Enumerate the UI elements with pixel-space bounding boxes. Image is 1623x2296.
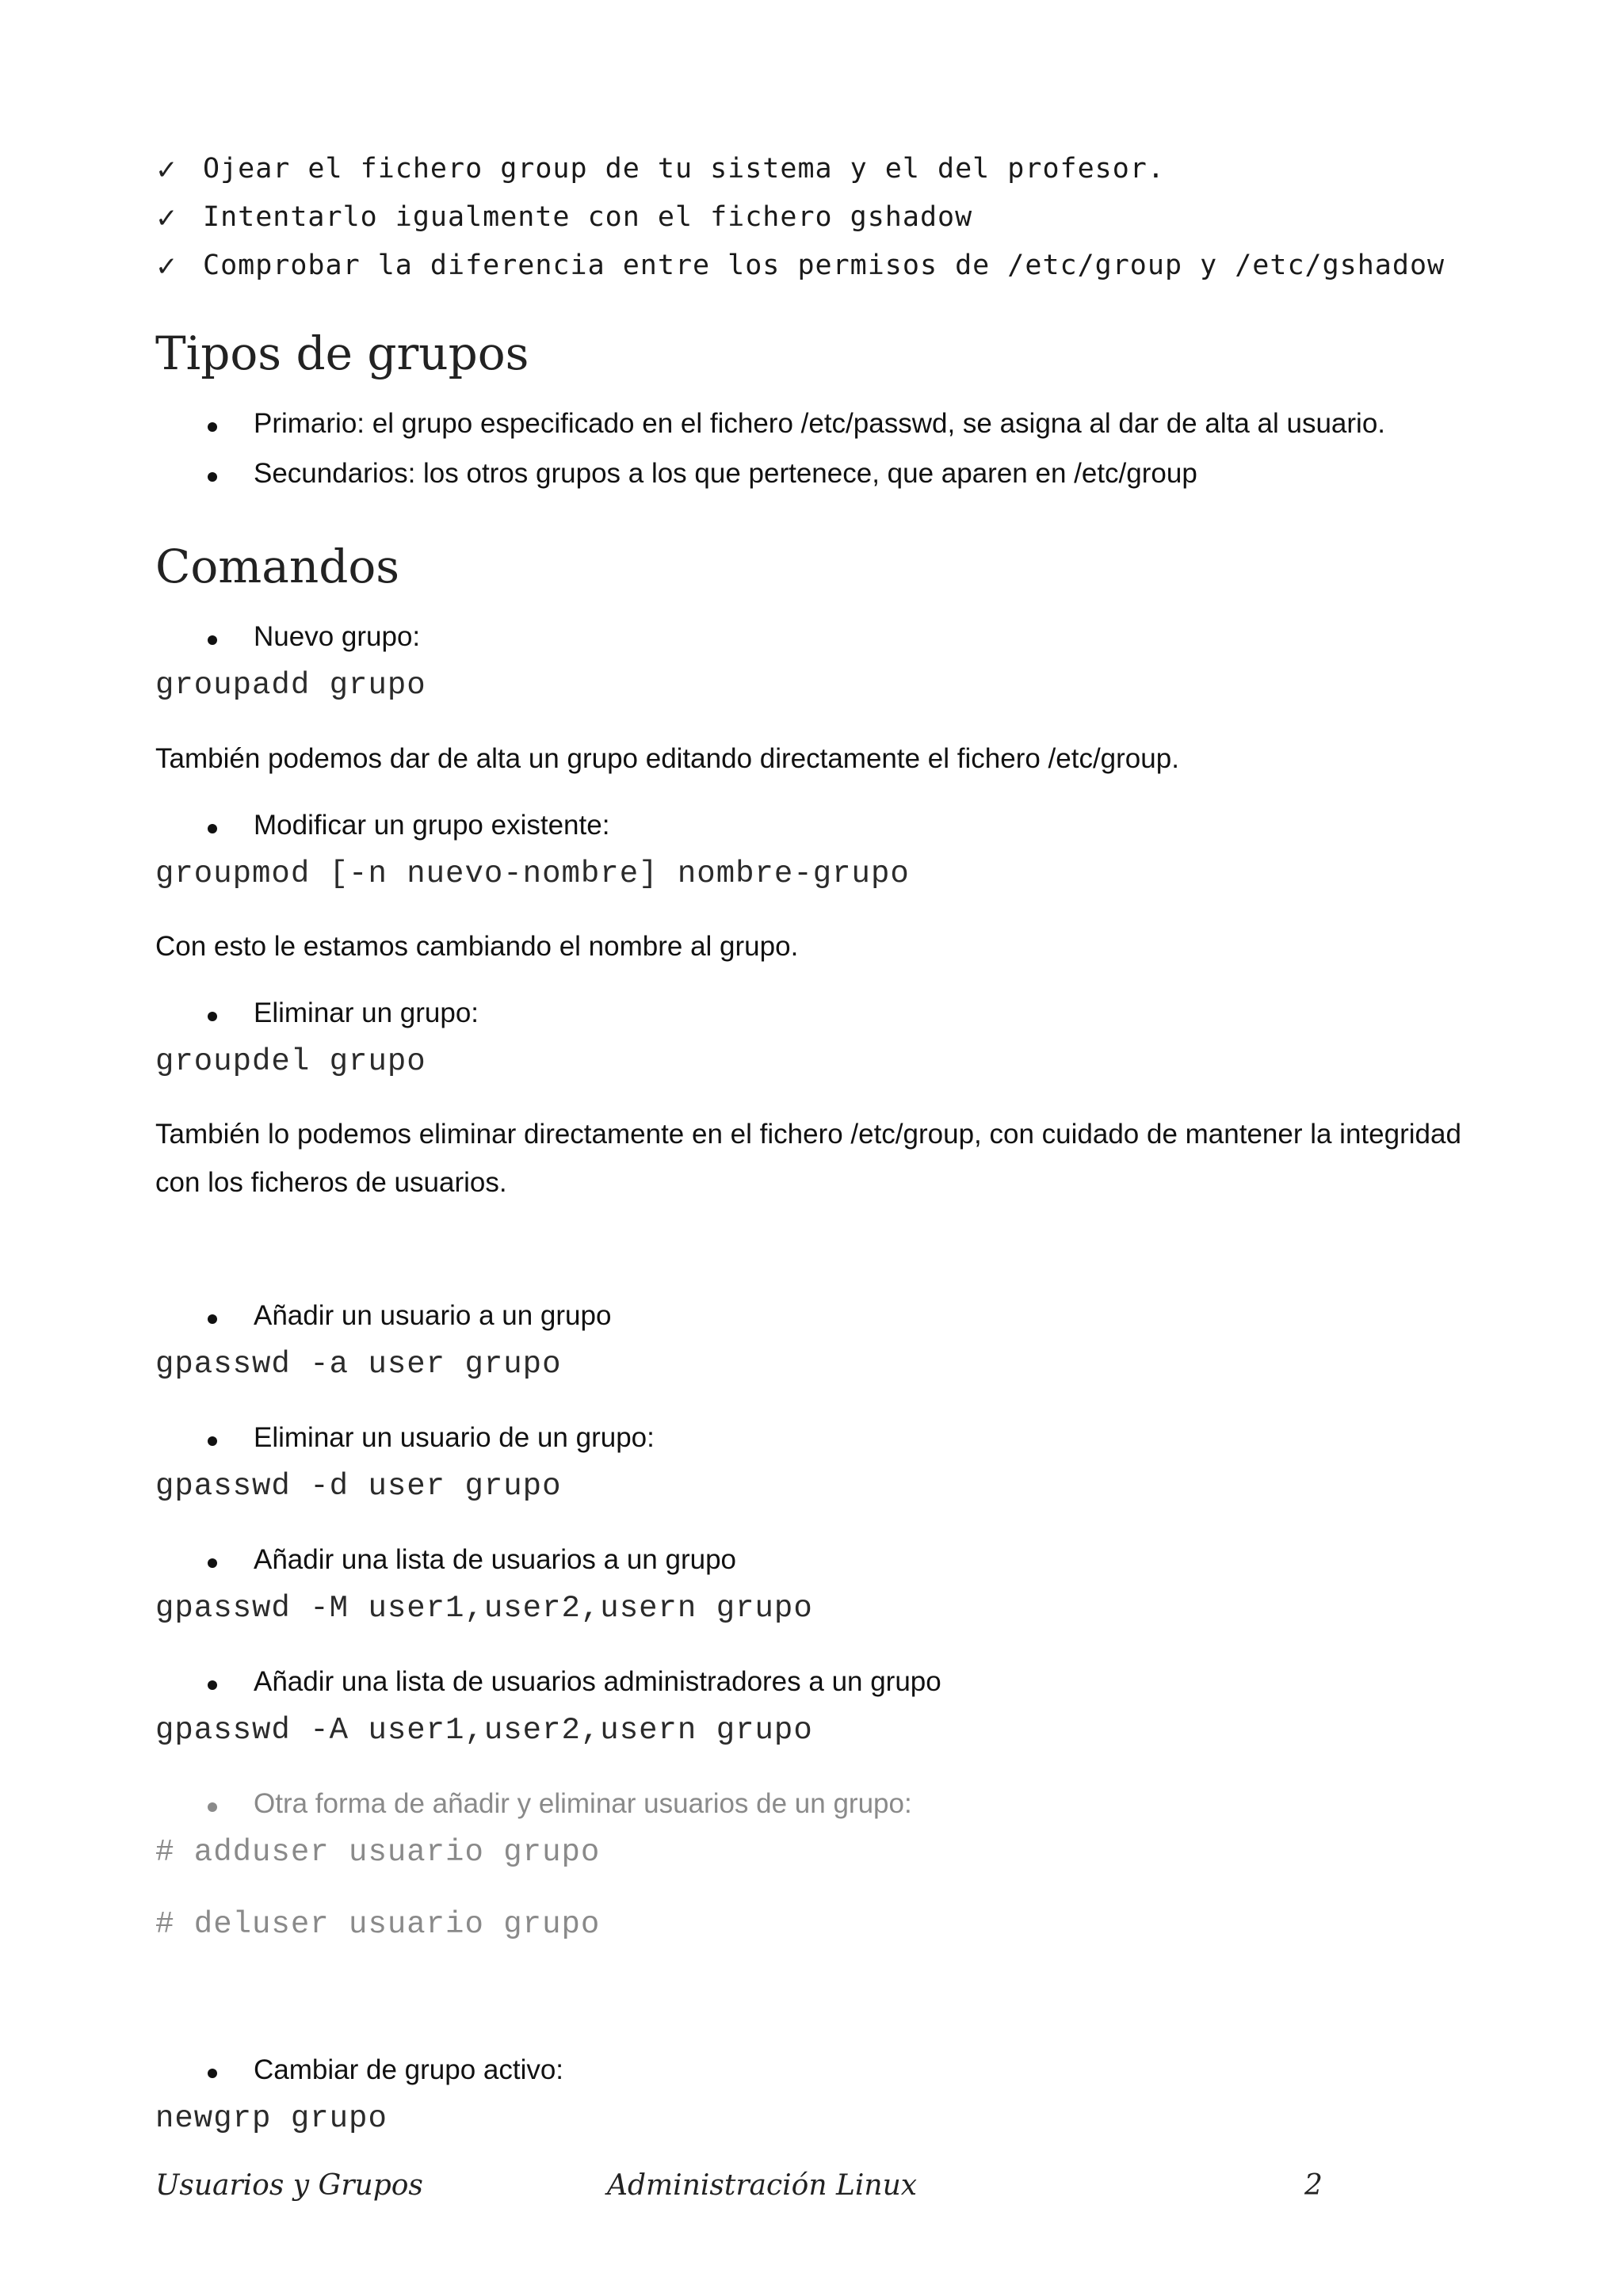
bullet-icon xyxy=(208,1314,217,1324)
footer-left: Usuarios y Grupos xyxy=(155,2169,423,2202)
bullet-icon xyxy=(208,1012,217,1021)
command-code: # adduser usuario grupo xyxy=(155,1835,601,1870)
list-item: Primario: el grupo especificado en el fichero /etc/passwd, se asigna al dar de alta al usuario. xyxy=(254,408,1386,439)
command-label: Eliminar un grupo: xyxy=(254,997,479,1028)
command-code: gpasswd -M user1,user2,usern grupo xyxy=(155,1591,813,1626)
bullet-icon xyxy=(208,1680,217,1690)
bullet-icon xyxy=(208,1802,217,1812)
section-heading-tipos: Tipos de grupos xyxy=(155,326,529,380)
bullet-icon xyxy=(208,422,217,432)
checklist-item-text: Comprobar la diferencia entre los permisos de /etc/group y /etc/gshadow xyxy=(203,250,1445,281)
command-code: groupmod [-n nuevo-nombre] nombre-grupo xyxy=(155,856,910,891)
check-icon: ✓ xyxy=(155,203,178,235)
command-code: groupdel grupo xyxy=(155,1044,426,1079)
command-label: Otra forma de añadir y eliminar usuarios de un grupo: xyxy=(254,1788,912,1819)
command-label: Cambiar de grupo activo: xyxy=(254,2054,564,2085)
command-label: Modificar un grupo existente: xyxy=(254,810,610,841)
command-label: Añadir un usuario a un grupo xyxy=(254,1300,612,1331)
bullet-icon xyxy=(208,824,217,833)
page-number: 2 xyxy=(1304,2169,1323,2202)
command-code: gpasswd -d user grupo xyxy=(155,1469,562,1504)
paragraph: También podemos dar de alta un grupo editando directamente el fichero /etc/group. xyxy=(155,743,1179,774)
paragraph: Con esto le estamos cambiando el nombre al grupo. xyxy=(155,931,799,962)
check-icon: ✓ xyxy=(155,154,178,186)
bullet-icon xyxy=(208,635,217,645)
command-code: # deluser usuario grupo xyxy=(155,1907,601,1942)
command-code: newgrp grupo xyxy=(155,2101,388,2136)
command-label: Añadir una lista de usuarios a un grupo xyxy=(254,1544,737,1575)
footer-center: Administración Linux xyxy=(607,2169,918,2202)
checklist-item-text: Intentarlo igualmente con el fichero gshadow xyxy=(203,201,973,233)
bullet-icon xyxy=(208,2069,217,2078)
bullet-icon xyxy=(208,472,217,482)
checklist-item-text: Ojear el fichero group de tu sistema y el del profesor. xyxy=(203,153,1165,185)
command-label: Añadir una lista de usuarios administradores a un grupo xyxy=(254,1666,941,1697)
command-code: groupadd grupo xyxy=(155,668,426,703)
paragraph: También lo podemos eliminar directamente en el fichero /etc/group, con cuidado de mantener la integridad con los ficheros de usuarios. xyxy=(155,1119,1461,1198)
list-item: Secundarios: los otros grupos a los que pertenece, que aparen en /etc/group xyxy=(254,458,1197,489)
check-icon: ✓ xyxy=(155,251,178,283)
bullet-icon xyxy=(208,1558,217,1568)
command-label: Eliminar un usuario de un grupo: xyxy=(254,1422,655,1453)
command-code: gpasswd -A user1,user2,usern grupo xyxy=(155,1713,813,1748)
command-label: Nuevo grupo: xyxy=(254,621,421,652)
command-code: gpasswd -a user grupo xyxy=(155,1347,562,1382)
bullet-icon xyxy=(208,1436,217,1446)
section-heading-comandos: Comandos xyxy=(155,540,400,593)
